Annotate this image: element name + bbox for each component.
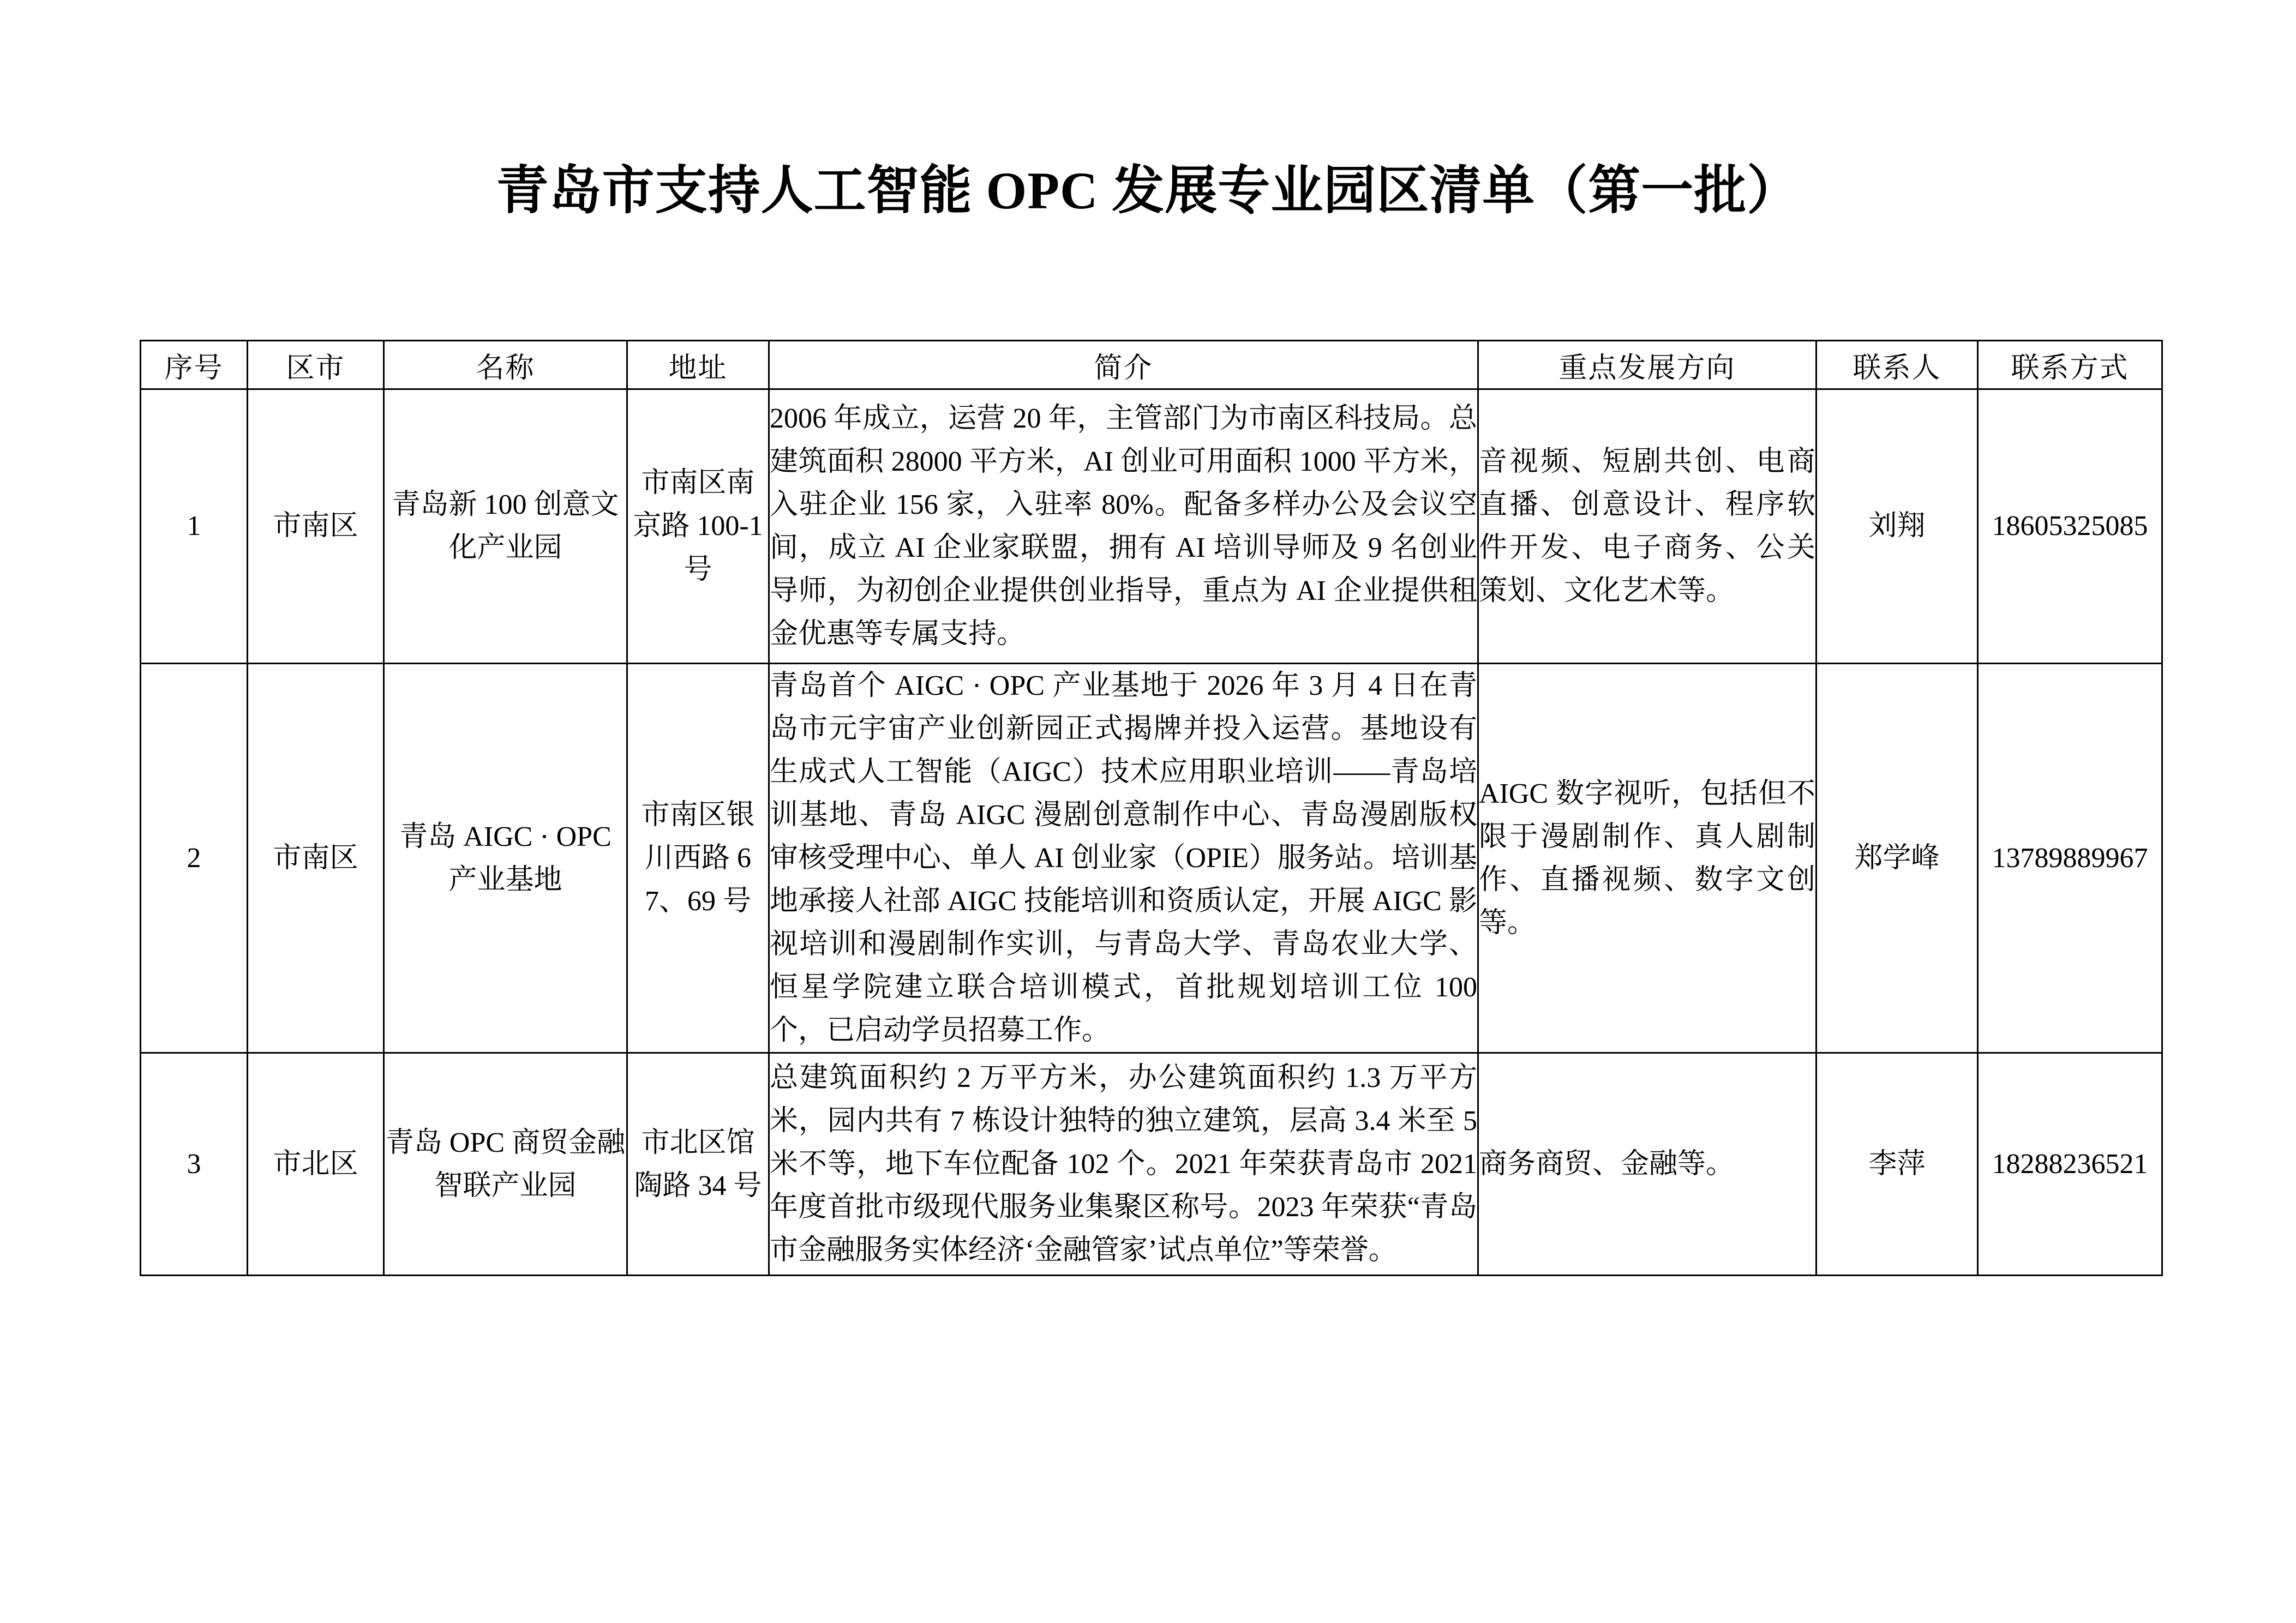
cell-person: 郑学峰 [1817, 664, 1978, 1053]
cell-name: 青岛 OPC 商贸金融智联产业园 [384, 1053, 627, 1276]
table-body [141, 389, 2162, 1276]
column-header-address: 地址 [627, 341, 769, 389]
cell-seq: 2 [141, 664, 248, 1053]
cell-seq: 1 [141, 389, 248, 664]
cell-district: 市南区 [248, 664, 384, 1053]
table-row [141, 664, 2162, 1053]
cell-seq: 3 [141, 1053, 248, 1276]
cell-name: 青岛新 100 创意文化产业园 [384, 389, 627, 664]
page-title: 青岛市支持人工智能 OPC 发展专业园区清单（第一批） [496, 161, 1800, 220]
cell-address: 市南区南京路 100-1 号 [627, 389, 769, 664]
cell-intro: 青岛首个 AIGC · OPC 产业基地于 2026 年 3 月 4 日在青岛市元宇宙产业创新园正式揭牌并投入运营。基地设有生成式人工智能（AIGC）技术应用职业培训——青岛培训基地、青岛 AIGC 漫剧创意制作中心、青岛漫剧版权审核受理中心、单人 AI 创业家（OPIE）服务站。培训基地承接人社部 AIGC 技能培训和资质认定，开展 AIGC 影视培训和漫剧制作实训，与青岛大学、青岛农业大学、恒星学院建立联合培训模式，首批规划培训工位 100 个，已启动学员招募工作。 [769, 664, 1478, 1053]
cell-district: 市南区 [248, 389, 384, 664]
cell-phone: 18605325085 [1978, 389, 2162, 664]
cell-focus: AIGC 数字视听，包括但不限于漫剧制作、真人剧制作、直播视频、数字文创等。 [1478, 664, 1817, 1053]
cell-name: 青岛 AIGC · OPC 产业基地 [384, 664, 627, 1053]
column-header-name: 名称 [384, 341, 627, 389]
cell-phone: 18288236521 [1978, 1053, 2162, 1276]
table-header [141, 341, 2162, 389]
table-row [141, 389, 2162, 664]
cell-intro: 2006 年成立，运营 20 年，主管部门为市南区科技局。总建筑面积 28000 平方米，AI 创业可用面积 1000 平方米，入驻企业 156 家，入驻率 80%。配备多样办公及会议空间，成立 AI 企业家联盟，拥有 AI 培训导师及 9 名创业导师，为初创企业提供创业指导，重点为 AI 企业提供租金优惠等专属支持。 [769, 389, 1478, 664]
table-row [141, 1053, 2162, 1276]
park-list-table-container [140, 340, 2161, 1276]
cell-address: 市北区馆陶路 34 号 [627, 1053, 769, 1276]
cell-person: 李萍 [1817, 1053, 1978, 1276]
column-header-person: 联系人 [1817, 341, 1978, 389]
cell-address: 市南区银川西路 67、69 号 [627, 664, 769, 1053]
cell-phone: 13789889967 [1978, 664, 2162, 1053]
park-list-table [140, 340, 2163, 1276]
cell-district: 市北区 [248, 1053, 384, 1276]
table-header-row [141, 341, 2162, 389]
cell-focus: 音视频、短剧共创、电商直播、创意设计、程序软件开发、电子商务、公关策划、文化艺术等。 [1478, 389, 1817, 664]
column-header-intro: 简介 [769, 341, 1478, 389]
cell-focus: 商务商贸、金融等。 [1478, 1053, 1817, 1276]
column-header-seq: 序号 [141, 341, 248, 389]
column-header-phone: 联系方式 [1978, 341, 2162, 389]
cell-intro: 总建筑面积约 2 万平方米，办公建筑面积约 1.3 万平方米，园内共有 7 栋设计独特的独立建筑，层高 3.4 米至 5 米不等，地下车位配备 102 个。2021 年荣获青岛市 2021 年度首批市级现代服务业集聚区称号。2023 年荣获“青岛市金融服务实体经济‘金融管家’试点单位”等荣誉。 [769, 1053, 1478, 1276]
cell-person: 刘翔 [1817, 389, 1978, 664]
column-header-focus: 重点发展方向 [1478, 341, 1817, 389]
column-header-district: 区市 [248, 341, 384, 389]
